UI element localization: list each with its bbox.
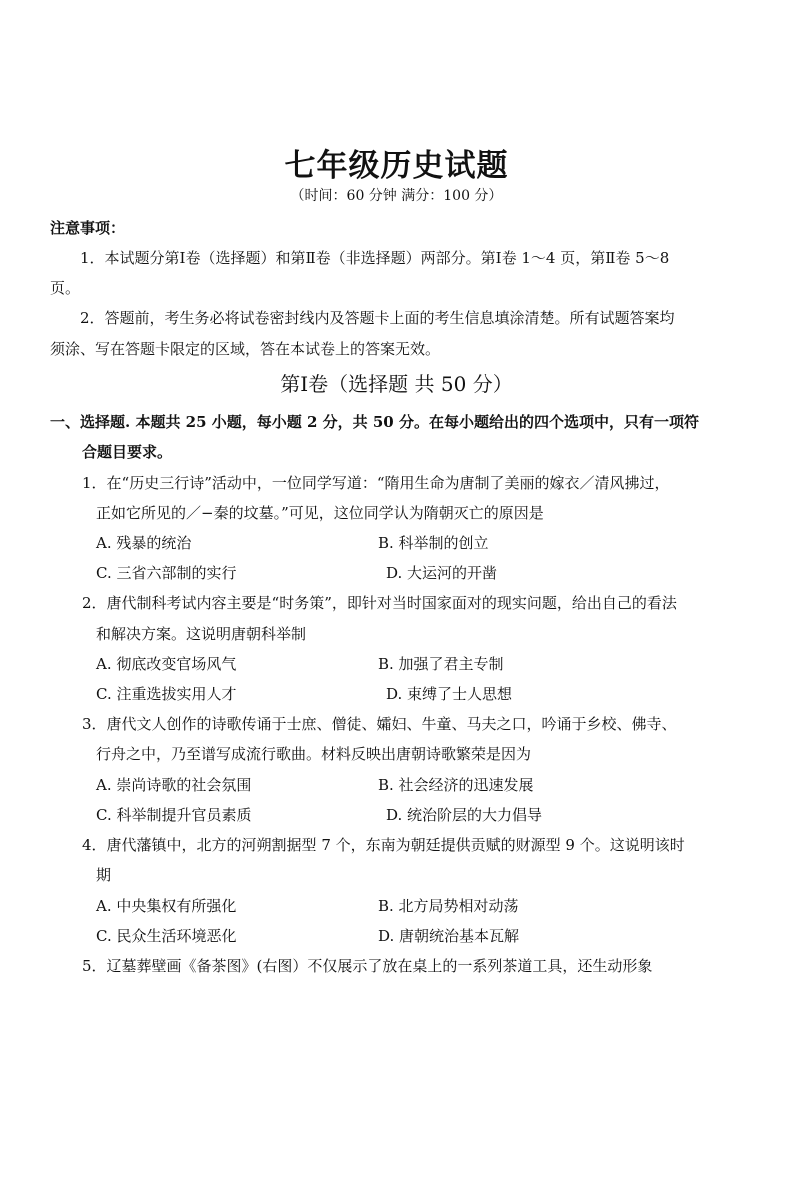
question-2-option-c: C. 注重选拔实用人才 [96, 685, 237, 703]
notice-item-2-line-1: 2．答题前，考生务必将试卷密封线内及答题卡上面的考生信息填涂清楚。所有试题答案均 [80, 309, 675, 327]
question-1-option-a: A. 残暴的统治 [96, 534, 192, 552]
question-3-option-c: C. 科举制提升官员素质 [96, 806, 252, 824]
question-3-option-a: A. 崇尚诗歌的社会氛围 [96, 776, 252, 794]
question-3-stem-line-2: 行舟之中，乃至谱写成流行歌曲。材料反映出唐朝诗歌繁荣是因为 [96, 745, 532, 763]
question-4-stem-line-1: 4．唐代藩镇中，北方的河朔割据型 7 个，东南为朝廷提供贡赋的财源型 9 个。这说明该时 [82, 836, 685, 854]
question-1-option-d: D. 大运河的开凿 [386, 564, 498, 582]
notice-heading: 注意事项： [50, 219, 126, 237]
question-3-stem-line-1: 3．唐代文人创作的诗歌传诵于士庶、僧徒、孀妇、牛童、马夫之口，吟诵于乡校、佛寺、 [82, 715, 677, 733]
notice-item-1-line-1: 1．本试题分第Ⅰ卷（选择题）和第Ⅱ卷（非选择题）两部分。第Ⅰ卷 1～4 页，第Ⅱ卷 5～8 [80, 249, 670, 267]
question-4-option-d: D. 唐朝统治基本瓦解 [378, 927, 520, 945]
question-2-stem-line-2: 和解决方案。这说明唐朝科举制 [96, 625, 307, 643]
section-1-instruction-line-1: 一、选择题. 本题共 25 小题，每小题 2 分，共 50 分。在每小题给出的四个选项中，只有一项符 [50, 413, 699, 431]
question-5-stem-line-1: 5．辽墓葬壁画《备茶图》(右图）不仅展示了放在桌上的一系列茶道工具，还生动形象 [82, 957, 653, 975]
question-1-stem-line-2: 正如它所见的／−秦的坟墓。”可见，这位同学认为隋朝灭亡的原因是 [96, 504, 544, 522]
question-1-option-c: C. 三省六部制的实行 [96, 564, 237, 582]
section-1-instruction-line-2: 合题目要求。 [82, 443, 173, 461]
question-1-option-b: B. 科举制的创立 [378, 534, 489, 552]
question-1-stem-line-1: 1．在“历史三行诗”活动中，一位同学写道：“隋用生命为唐制了美丽的嫁衣／清风拂过， [82, 474, 670, 492]
question-4-option-a: A. 中央集权有所强化 [96, 897, 237, 915]
question-4-option-b: B. 北方局势相对动荡 [378, 897, 519, 915]
question-4-stem-line-2: 期 [96, 866, 112, 884]
question-2-option-a: A. 彻底改变官场风气 [96, 655, 237, 673]
question-3-option-d: D. 统治阶层的大力倡导 [386, 806, 543, 824]
question-3-option-b: B. 社会经济的迅速发展 [378, 776, 534, 794]
question-2-stem-line-1: 2．唐代制科考试内容主要是“时务策”，即针对当时国家面对的现实问题，给出自己的看法 [82, 594, 677, 612]
section-1-title: 第Ⅰ卷（选择题 共 50 分） [280, 372, 513, 396]
question-2-option-d: D. 束缚了士人思想 [386, 685, 513, 703]
notice-item-1-line-2: 页。 [50, 279, 81, 297]
notice-item-2-line-2: 须涂、写在答题卡限定的区域，答在本试卷上的答案无效。 [50, 340, 441, 358]
question-2-option-b: B. 加强了君主专制 [378, 655, 504, 673]
question-4-option-c: C. 民众生活环境恶化 [96, 927, 237, 945]
exam-title: 七年级历史试题 [284, 148, 509, 184]
exam-subtitle: （时间：60 分钟 满分：100 分） [290, 188, 503, 204]
